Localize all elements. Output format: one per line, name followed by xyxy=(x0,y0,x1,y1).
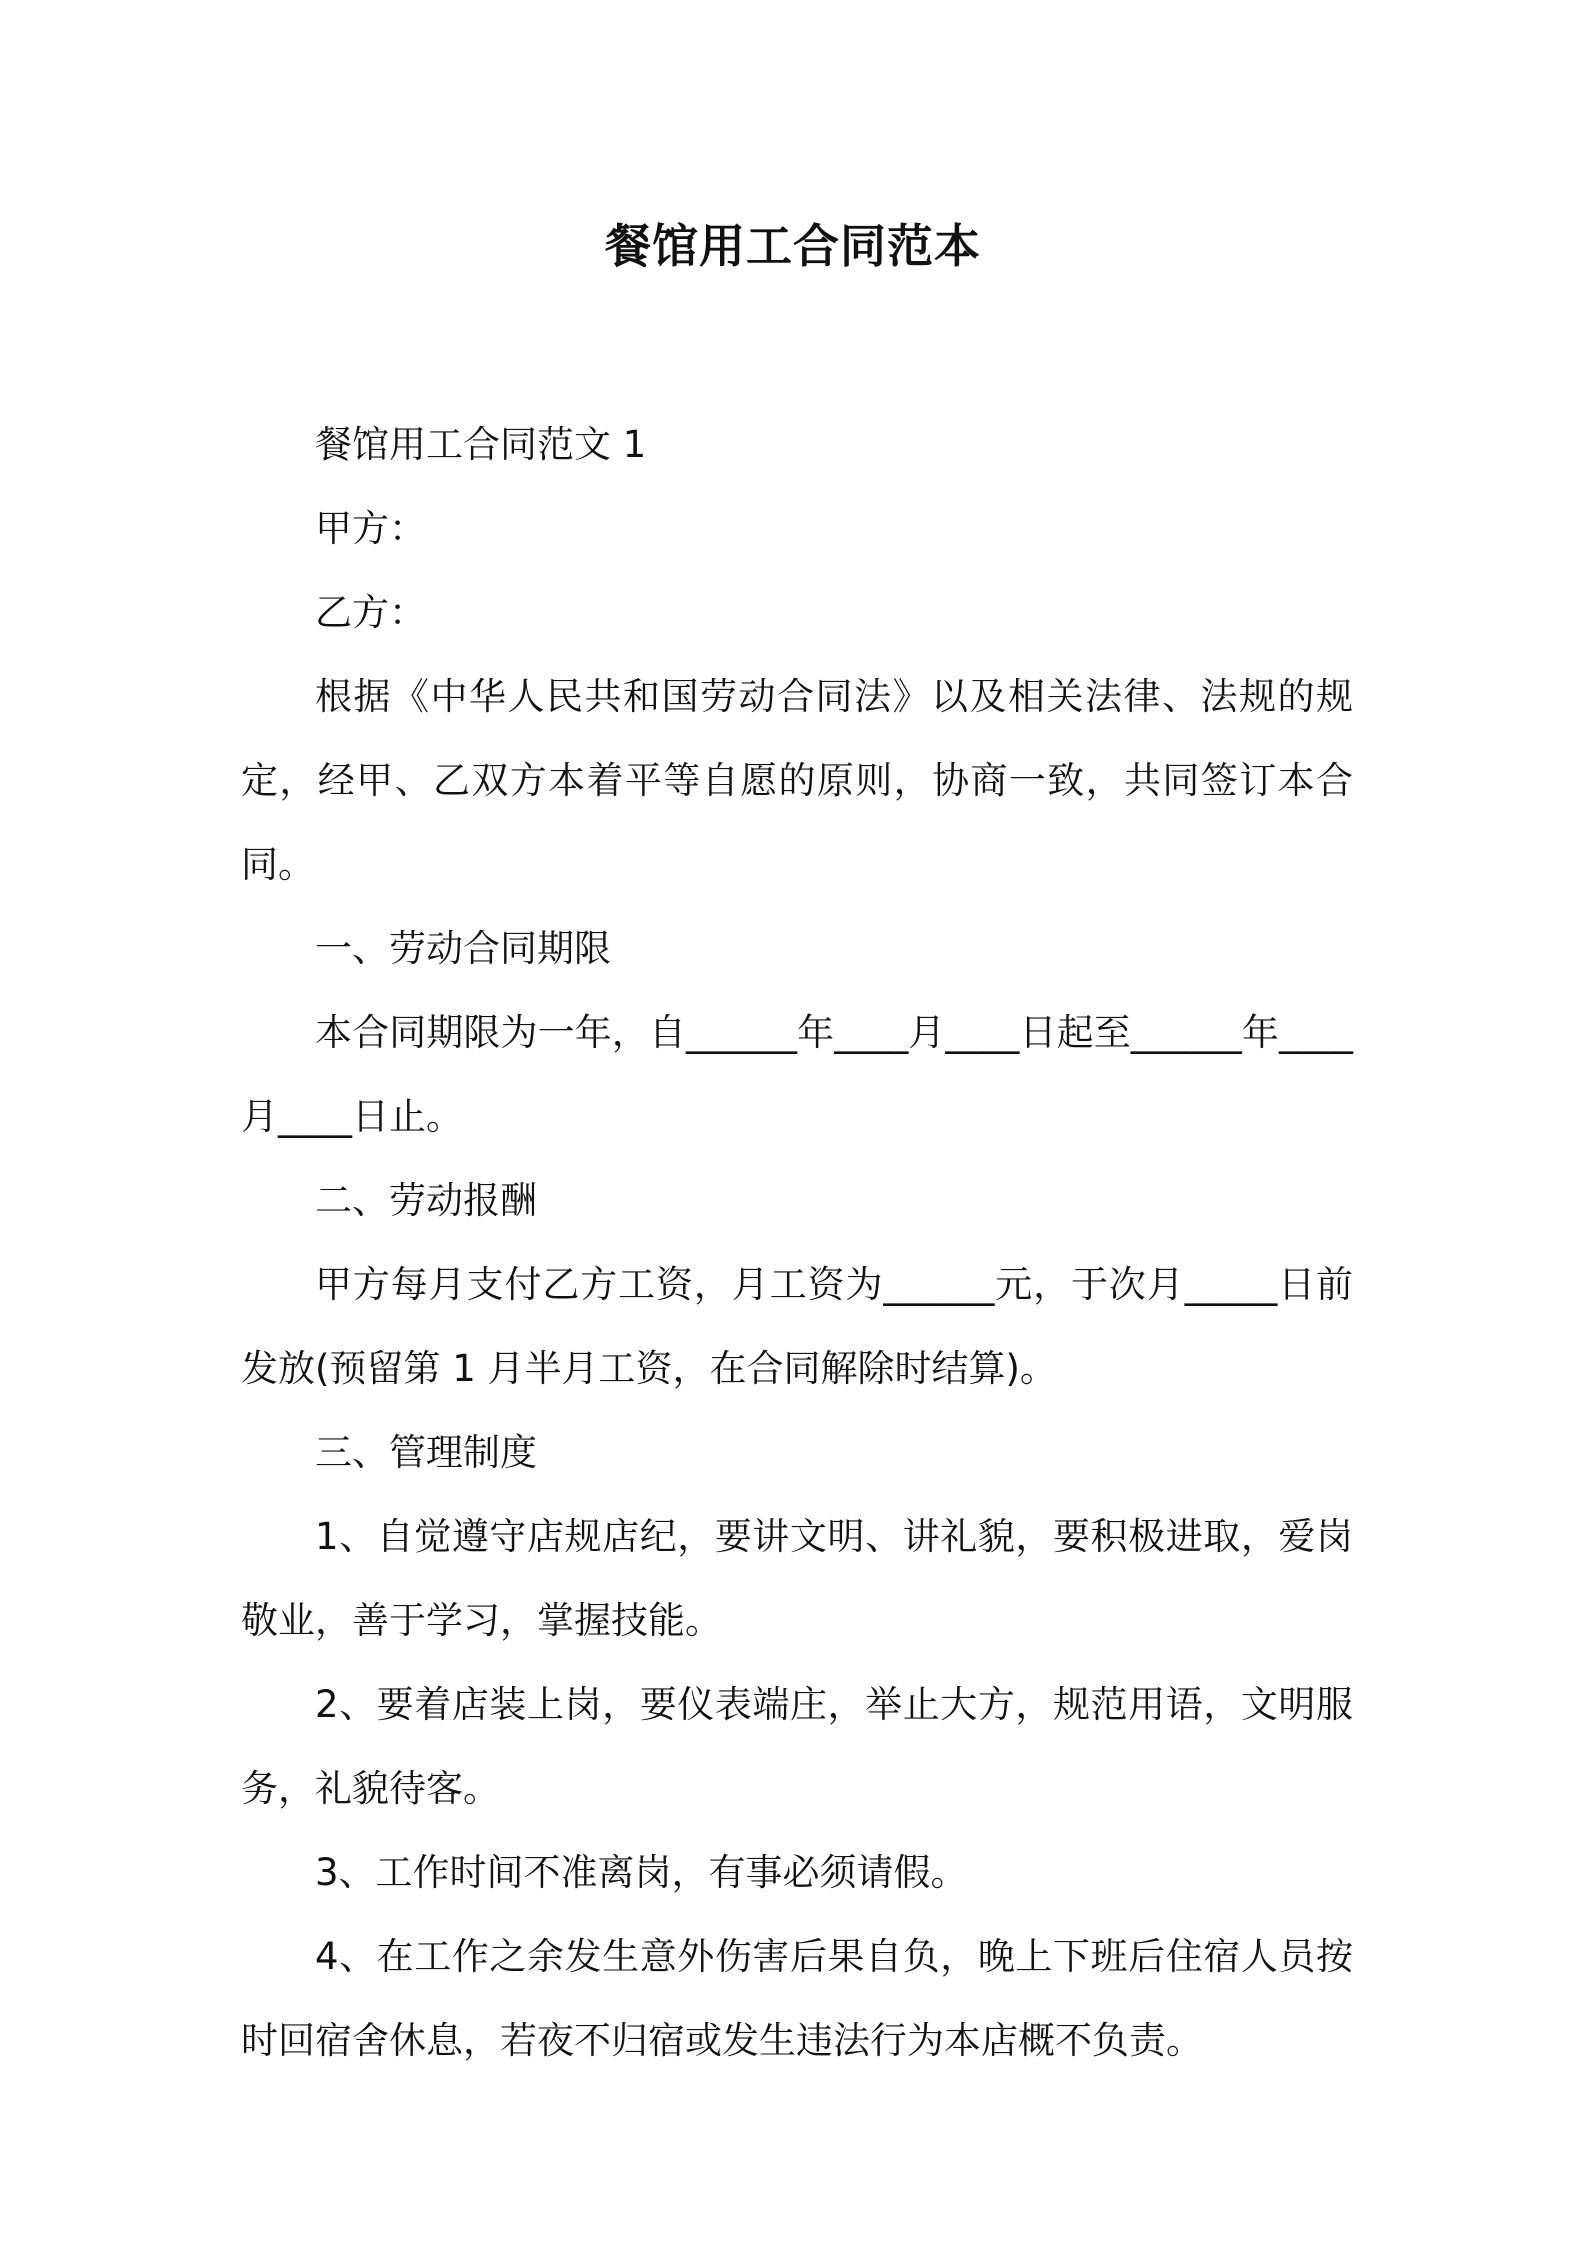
document-body xyxy=(241,403,1353,2083)
rule-item-3: 3、工作时间不准离岗，有事必须请假。 xyxy=(315,1851,968,1894)
document-title: 餐馆用工合同范本 xyxy=(605,219,981,273)
rule-item-1: 1、自觉遵守店规店纪，要讲文明、讲礼貌，要积极进取，爱岗敬业，善于学习，掌握技能。 xyxy=(241,1515,1353,1642)
section-heading-pay: 二、劳动报酬 xyxy=(315,1179,537,1222)
pay-paragraph: 甲方每月支付乙方工资，月工资为______元，于次月_____日前发放(预留第 1 月半月工资，在合同解除时结算)。 xyxy=(241,1263,1353,1390)
rule-item-2: 2、要着店装上岗，要仪表端庄，举止大方，规范用语，文明服务，礼貌待客。 xyxy=(241,1683,1353,1810)
rule-item-4: 4、在工作之余发生意外伤害后果自负，晚上下班后住宿人员按时回宿舍休息，若夜不归宿或发生违法行为本店概不负责。 xyxy=(241,1935,1353,2062)
term-paragraph: 本合同期限为一年，自______年____月____日起至______年____月____日止。 xyxy=(241,1011,1353,1138)
contract-subtitle: 餐馆用工合同范文 1 xyxy=(315,423,647,466)
section-heading-term: 一、劳动合同期限 xyxy=(315,927,611,970)
party-b-line: 乙方： xyxy=(315,591,426,634)
section-heading-rules: 三、管理制度 xyxy=(315,1431,537,1474)
preamble-paragraph: 根据《中华人民共和国劳动合同法》以及相关法律、法规的规定，经甲、乙双方本着平等自愿的原则，协商一致，共同签订本合同。 xyxy=(241,675,1353,886)
party-a-line: 甲方： xyxy=(315,507,426,550)
